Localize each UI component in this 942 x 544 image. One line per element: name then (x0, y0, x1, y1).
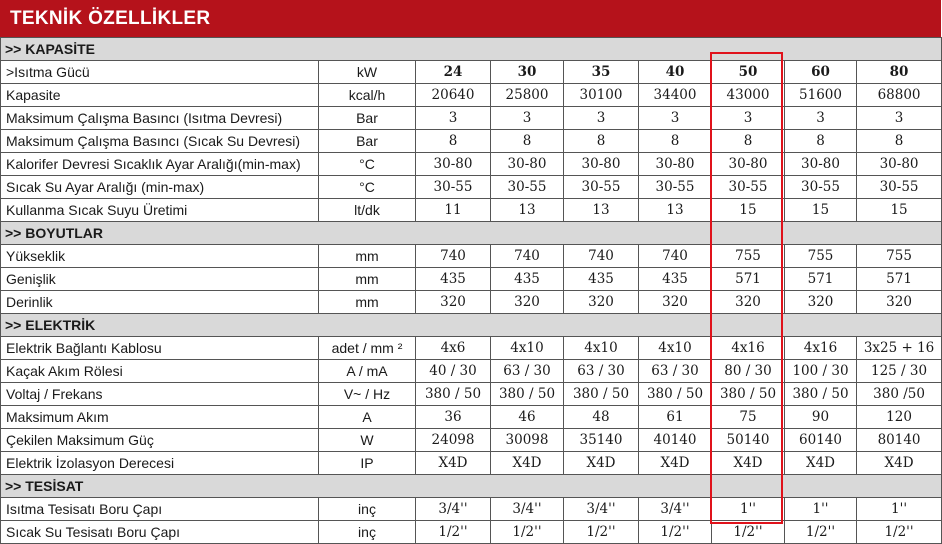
cell-value: 435 (639, 268, 712, 291)
cell-value: 50 (712, 61, 785, 84)
row-label: Maksimum Çalışma Basıncı (Sıcak Su Devresi) (1, 130, 319, 153)
cell-value: 30-55 (416, 176, 491, 199)
cell-value: 30100 (564, 84, 639, 107)
row-label: Sıcak Su Tesisatı Boru Çapı (1, 521, 319, 544)
table-row (1, 176, 942, 199)
table-row (1, 199, 942, 222)
cell-value: 3 (416, 107, 491, 130)
cell-value: 60140 (785, 429, 857, 452)
row-label: Genişlik (1, 268, 319, 291)
cell-value: 80 / 30 (712, 360, 785, 383)
cell-value: 120 (857, 406, 942, 429)
cell-value: 740 (564, 245, 639, 268)
cell-value: 1/2'' (491, 521, 564, 544)
row-label: >Isıtma Gücü (1, 61, 319, 84)
cell-value: 380 / 50 (491, 383, 564, 406)
cell-value: 435 (491, 268, 564, 291)
cell-value: 40 (639, 61, 712, 84)
section-header (1, 38, 942, 61)
cell-value: 1/2'' (785, 521, 857, 544)
cell-value: 46 (491, 406, 564, 429)
cell-value: 15 (857, 199, 942, 222)
cell-value: 3/4'' (491, 498, 564, 521)
cell-value: 1/2'' (416, 521, 491, 544)
cell-value: 755 (857, 245, 942, 268)
spec-table (0, 37, 942, 544)
cell-value: 320 (491, 291, 564, 314)
cell-value: 320 (639, 291, 712, 314)
row-unit: °C (319, 176, 416, 199)
cell-value: 8 (712, 130, 785, 153)
cell-value: 24 (416, 61, 491, 84)
cell-value: 63 / 30 (639, 360, 712, 383)
cell-value: 3 (491, 107, 564, 130)
cell-value: 43000 (712, 84, 785, 107)
cell-value: 1/2'' (712, 521, 785, 544)
cell-value: 320 (857, 291, 942, 314)
row-label: Kapasite (1, 84, 319, 107)
cell-value: 80140 (857, 429, 942, 452)
table-row (1, 291, 942, 314)
row-label: Maksimum Akım (1, 406, 319, 429)
row-unit: A / mA (319, 360, 416, 383)
cell-value: 30-80 (857, 153, 942, 176)
section-heading: >> ELEKTRİK (1, 314, 942, 337)
cell-value: 68800 (857, 84, 942, 107)
row-unit: lt/dk (319, 199, 416, 222)
table-row (1, 130, 942, 153)
cell-value: 380 / 50 (416, 383, 491, 406)
row-unit: mm (319, 245, 416, 268)
cell-value: 63 / 30 (491, 360, 564, 383)
section-heading: >> TESİSAT (1, 475, 942, 498)
cell-value: 8 (639, 130, 712, 153)
cell-value: 1'' (857, 498, 942, 521)
cell-value: 13 (491, 199, 564, 222)
cell-value: 30-55 (712, 176, 785, 199)
row-unit: °C (319, 153, 416, 176)
cell-value: 30-80 (712, 153, 785, 176)
table-row (1, 84, 942, 107)
cell-value: 1'' (785, 498, 857, 521)
cell-value: X4D (416, 452, 491, 475)
cell-value: X4D (564, 452, 639, 475)
cell-value: 20640 (416, 84, 491, 107)
cell-value: 35 (564, 61, 639, 84)
row-label: Maksimum Çalışma Basıncı (Isıtma Devresi) (1, 107, 319, 130)
cell-value: 380 /50 (857, 383, 942, 406)
row-label: Voltaj / Frekans (1, 383, 319, 406)
table-row (1, 498, 942, 521)
cell-value: 13 (639, 199, 712, 222)
row-label: Sıcak Su Ayar Aralığı (min-max) (1, 176, 319, 199)
row-unit: kcal/h (319, 84, 416, 107)
cell-value: 30-80 (416, 153, 491, 176)
cell-value: X4D (785, 452, 857, 475)
cell-value: 125 / 30 (857, 360, 942, 383)
cell-value: 740 (491, 245, 564, 268)
cell-value: 3 (564, 107, 639, 130)
cell-value: X4D (857, 452, 942, 475)
cell-value: 320 (564, 291, 639, 314)
cell-value: 380 / 50 (639, 383, 712, 406)
cell-value: 40 / 30 (416, 360, 491, 383)
cell-value: 1/2'' (857, 521, 942, 544)
table-row (1, 337, 942, 360)
cell-value: 8 (491, 130, 564, 153)
cell-value: 4x10 (564, 337, 639, 360)
cell-value: 3 (785, 107, 857, 130)
section-heading: >> BOYUTLAR (1, 222, 942, 245)
cell-value: 571 (712, 268, 785, 291)
cell-value: 4x10 (491, 337, 564, 360)
cell-value: 63 / 30 (564, 360, 639, 383)
cell-value: 80 (857, 61, 942, 84)
cell-value: 3x25 + 16 (857, 337, 942, 360)
cell-value: 30-80 (785, 153, 857, 176)
cell-value: 571 (785, 268, 857, 291)
cell-value: 4x10 (639, 337, 712, 360)
cell-value: 8 (785, 130, 857, 153)
cell-value: 320 (712, 291, 785, 314)
cell-value: 30-80 (491, 153, 564, 176)
row-label: Derinlik (1, 291, 319, 314)
cell-value: 30-55 (491, 176, 564, 199)
row-unit: kW (319, 61, 416, 84)
cell-value: 755 (712, 245, 785, 268)
cell-value: 3 (857, 107, 942, 130)
section-header (1, 314, 942, 337)
table-row (1, 245, 942, 268)
cell-value: 34400 (639, 84, 712, 107)
row-label: Kaçak Akım Rölesi (1, 360, 319, 383)
cell-value: 30 (491, 61, 564, 84)
row-unit: V~ / Hz (319, 383, 416, 406)
table-row (1, 107, 942, 130)
row-unit: W (319, 429, 416, 452)
cell-value: 50140 (712, 429, 785, 452)
table-row (1, 61, 942, 84)
cell-value: 1/2'' (639, 521, 712, 544)
cell-value: 435 (564, 268, 639, 291)
table-row (1, 521, 942, 544)
cell-value: 25800 (491, 84, 564, 107)
cell-value: 90 (785, 406, 857, 429)
cell-value: 380 / 50 (564, 383, 639, 406)
cell-value: 30-55 (639, 176, 712, 199)
row-unit: inç (319, 521, 416, 544)
cell-value: 320 (416, 291, 491, 314)
table-row (1, 429, 942, 452)
cell-value: 24098 (416, 429, 491, 452)
cell-value: 8 (857, 130, 942, 153)
cell-value: 100 / 30 (785, 360, 857, 383)
cell-value: 75 (712, 406, 785, 429)
cell-value: 13 (564, 199, 639, 222)
section-heading: >> KAPASİTE (1, 38, 942, 61)
row-unit: A (319, 406, 416, 429)
cell-value: 30-80 (564, 153, 639, 176)
cell-value: 755 (785, 245, 857, 268)
cell-value: 380 / 50 (712, 383, 785, 406)
cell-value: 4x16 (785, 337, 857, 360)
row-label: Kalorifer Devresi Sıcaklık Ayar Aralığı(min-max) (1, 153, 319, 176)
cell-value: 3 (639, 107, 712, 130)
cell-value: 740 (639, 245, 712, 268)
section-header (1, 222, 942, 245)
cell-value: 3 (712, 107, 785, 130)
cell-value: 320 (785, 291, 857, 314)
cell-value: X4D (491, 452, 564, 475)
row-unit: inç (319, 498, 416, 521)
row-label: Elektrik İzolasyon Derecesi (1, 452, 319, 475)
row-label: Kullanma Sıcak Suyu Üretimi (1, 199, 319, 222)
row-label: Isıtma Tesisatı Boru Çapı (1, 498, 319, 521)
cell-value: 30-55 (857, 176, 942, 199)
cell-value: 30-55 (785, 176, 857, 199)
row-label: Elektrik Bağlantı Kablosu (1, 337, 319, 360)
cell-value: 60 (785, 61, 857, 84)
table-row (1, 406, 942, 429)
cell-value: 30-80 (639, 153, 712, 176)
cell-value: 48 (564, 406, 639, 429)
cell-value: 11 (416, 199, 491, 222)
cell-value: 3/4'' (416, 498, 491, 521)
cell-value: 435 (416, 268, 491, 291)
cell-value: 571 (857, 268, 942, 291)
row-unit: IP (319, 452, 416, 475)
cell-value: 30098 (491, 429, 564, 452)
cell-value: 30-55 (564, 176, 639, 199)
cell-value: 40140 (639, 429, 712, 452)
cell-value: 15 (785, 199, 857, 222)
cell-value: 36 (416, 406, 491, 429)
row-label: Yükseklik (1, 245, 319, 268)
section-header (1, 475, 942, 498)
cell-value: 61 (639, 406, 712, 429)
cell-value: 740 (416, 245, 491, 268)
row-unit: mm (319, 291, 416, 314)
row-unit: mm (319, 268, 416, 291)
table-row (1, 153, 942, 176)
cell-value: 3/4'' (639, 498, 712, 521)
cell-value: 8 (564, 130, 639, 153)
cell-value: 51600 (785, 84, 857, 107)
cell-value: 4x16 (712, 337, 785, 360)
table-row (1, 360, 942, 383)
cell-value: 15 (712, 199, 785, 222)
cell-value: 4x6 (416, 337, 491, 360)
cell-value: X4D (712, 452, 785, 475)
cell-value: 380 / 50 (785, 383, 857, 406)
row-unit: Bar (319, 107, 416, 130)
table-row (1, 383, 942, 406)
row-label: Çekilen Maksimum Güç (1, 429, 319, 452)
row-unit: adet / mm ² (319, 337, 416, 360)
cell-value: 3/4'' (564, 498, 639, 521)
cell-value: 1'' (712, 498, 785, 521)
table-row (1, 268, 942, 291)
row-unit: Bar (319, 130, 416, 153)
cell-value: 8 (416, 130, 491, 153)
table-row (1, 452, 942, 475)
page-title: TEKNİK ÖZELLİKLER (0, 0, 941, 37)
cell-value: 35140 (564, 429, 639, 452)
cell-value: 1/2'' (564, 521, 639, 544)
cell-value: X4D (639, 452, 712, 475)
